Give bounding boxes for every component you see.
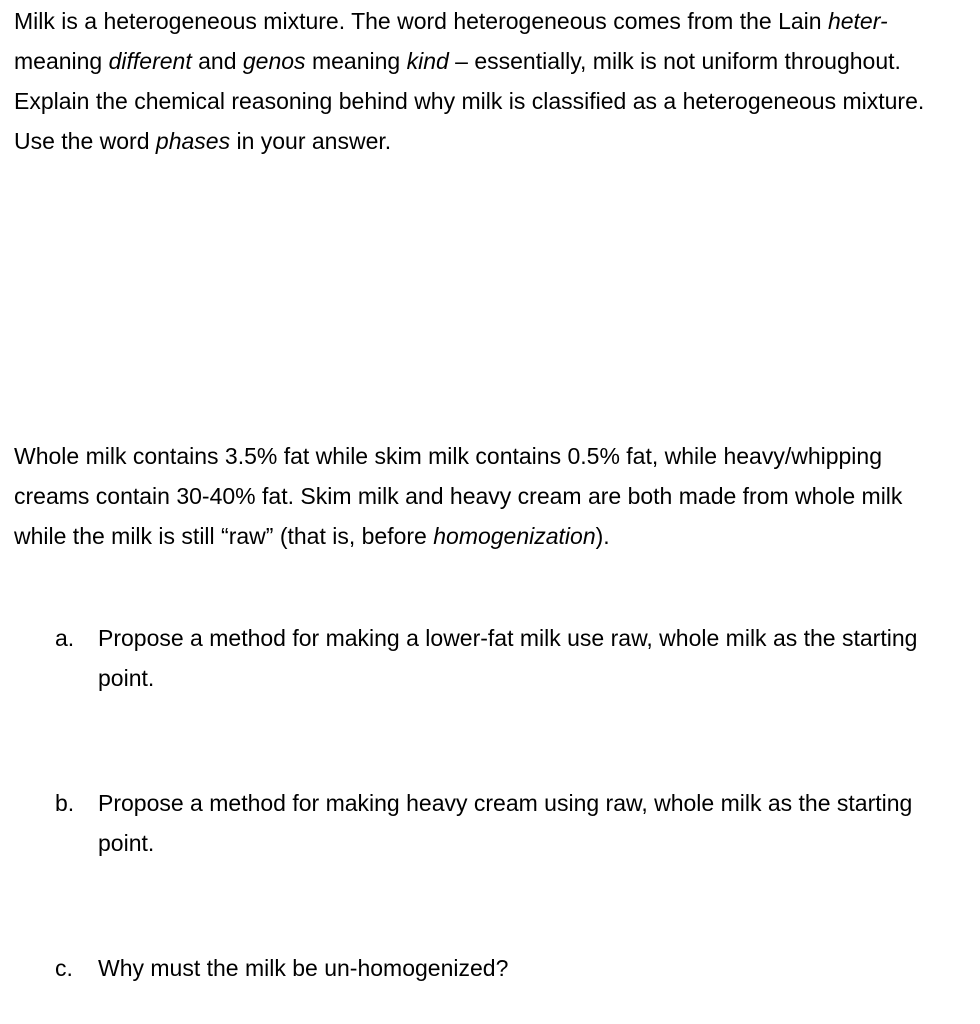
q1-text-9: – essentially, milk is not uniform throughout. Explain the chemical reasoning behind why milk is classified as a heterogeneous mixture. Use the word <box>14 48 925 154</box>
list-marker-a: a. <box>55 625 75 651</box>
q1-term-heter: heter- <box>827 8 888 34</box>
q1-term-different: different <box>108 48 192 74</box>
q1-term-genos: genos <box>242 48 306 74</box>
q1-text-11: in your answer. <box>230 128 392 154</box>
q1-text-3: meaning <box>14 48 109 74</box>
q1-term-kind: kind <box>406 48 449 74</box>
q1-term-phases: phases <box>155 128 231 154</box>
list-item-b <box>55 783 945 863</box>
list-text-c: Why must the milk be un-homogenized? <box>98 955 509 981</box>
list-text-a: Propose a method for making a lower-fat milk use raw, whole milk as the starting point. <box>98 625 918 691</box>
q2-text-3: ). <box>595 523 610 549</box>
question-2-paragraph <box>14 436 954 556</box>
q1-text-5: and <box>191 48 243 74</box>
list-item-c <box>55 948 945 988</box>
list-item-a <box>55 618 945 698</box>
list-text-b: Propose a method for making heavy cream using raw, whole milk as the starting point. <box>98 790 913 856</box>
list-marker-b: b. <box>55 790 75 816</box>
q2-text-1: Whole milk contains 3.5% fat while skim milk contains 0.5% fat, while heavy/whipping creams contain 30-40% fat. Skim milk and heavy cream are both made from whole milk while the milk is still “raw” (that is, before <box>14 443 903 549</box>
q2-term-homogenization: homogenization <box>433 523 596 549</box>
q1-text-1: Milk is a heterogeneous mixture. The word heterogeneous comes from the Lain <box>14 8 828 34</box>
list-marker-c: c. <box>55 955 73 981</box>
question-1-paragraph <box>14 1 954 161</box>
q1-text-7: meaning <box>305 48 407 74</box>
